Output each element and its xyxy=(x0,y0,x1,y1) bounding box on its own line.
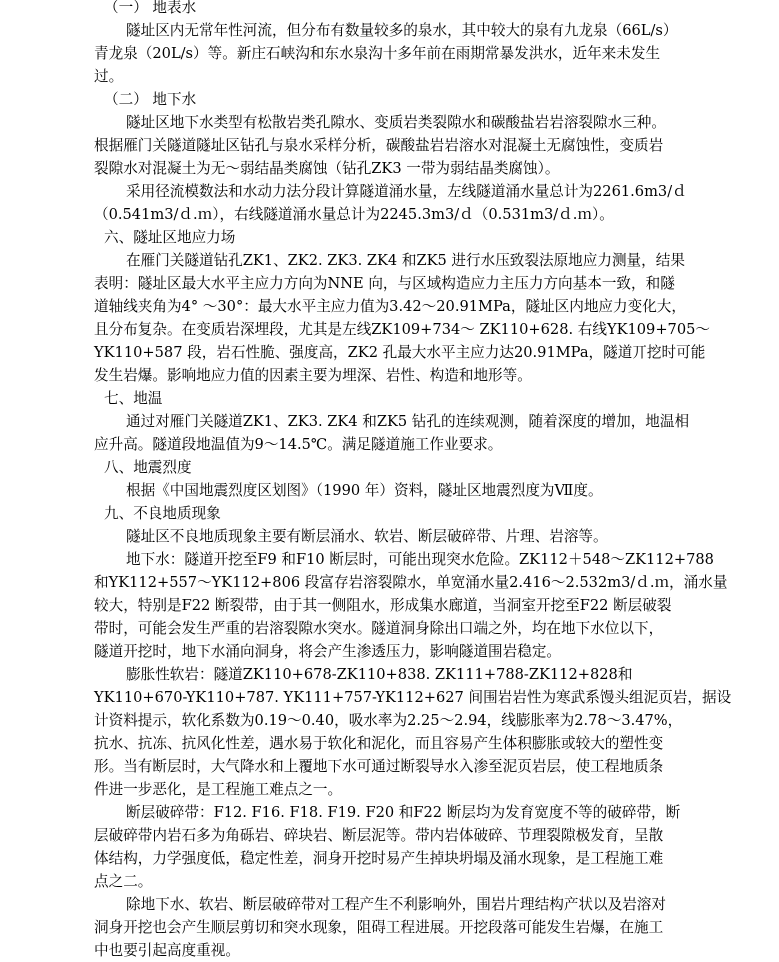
paragraph-line: 通过对雁门关隧道ZK1、ZK3. ZK4 和ZK5 钻孔的连续观测，随着深度的增加，地温相 xyxy=(126,413,690,430)
paragraph-line: 层破碎带内岩石多为角砾岩、碎块岩、断层泥等。带内岩体破碎、节理裂隙极发育，呈散 xyxy=(94,827,664,844)
paragraph-line: 隧址区地下水类型有松散岩类孔隙水、变质岩类裂隙水和碳酸盐岩岩溶裂隙水三种。 xyxy=(126,114,666,131)
paragraph-line: 件进一步恶化，是工程施工难点之一。 xyxy=(94,781,343,798)
paragraph-line: 较大，特别是F22 断裂带，由于其一侧阻水，形成集水廊道，当洞室开挖至F22 断层破裂 xyxy=(94,597,672,614)
heading-groundwater: （二） 地下水 xyxy=(104,91,197,108)
paragraph-line: 地下水：隧道开挖至F9 和F10 断层时，可能出现突水危险。ZK112＋548～ZK112+788 xyxy=(126,551,714,568)
paragraph-line: 洞身开挖也会产生顺层剪切和突水现象，阻碍工程进展。开挖段落可能发生岩爆，在施工 xyxy=(94,919,664,936)
paragraph-line: 根据《中国地震烈度区划图》（1990 年）资料，隧址区地震烈度为Ⅶ度。 xyxy=(126,482,603,499)
heading-ground-stress: 六、隧址区地应力场 xyxy=(104,229,236,246)
paragraph-line: 膨胀性软岩：隧道ZK110+678-ZK110+838. ZK111+788-ZK112+828和 xyxy=(126,666,633,683)
paragraph-line: 带时，可能会发生严重的岩溶裂隙水突水。隧道洞身除出口端之外，均在地下水位以下， xyxy=(94,620,664,637)
paragraph-line: 隧道开挖时，地下水涌向洞身，将会产生渗透压力，影响隧道围岩稳定。 xyxy=(94,643,562,660)
paragraph-line: 青龙泉（20L/s）等。新庄石峡沟和东水泉沟十多年前在雨期常暴发洪水，近年来未发生 xyxy=(94,45,661,62)
paragraph-line: 抗水、抗冻、抗风化性差，遇水易于软化和泥化，而且容易产生体积膨胀或较大的塑性变 xyxy=(94,735,664,752)
paragraph-line: 形。当有断层时，大气降水和上覆地下水可通过断裂导水入渗至泥页岩层，使工程地质条 xyxy=(94,758,664,775)
heading-adverse-geology: 九、不良地质现象 xyxy=(104,505,221,522)
paragraph-line: 除地下水、软岩、断层破碎带对工程产生不利影响外，围岩片理结构产状以及岩溶对 xyxy=(126,896,666,913)
paragraph-line: 采用径流模数法和水动力法分段计算隧道涌水量，左线隧道涌水量总计为2261.6m3/ｄ xyxy=(126,183,687,200)
paragraph-line: 过。 xyxy=(94,68,124,85)
paragraph-line: 在雁门关隧道钻孔ZK1、ZK2. ZK3. ZK4 和ZK5 进行水压致裂法原地应力测量，结果 xyxy=(126,252,685,269)
paragraph-line: （0.541m3/ｄ.ｍ），右线隧道涌水量总计为2245.3m3/ｄ（0.531m3/ｄ.ｍ）。 xyxy=(94,206,614,223)
heading-seismic-intensity: 八、地震烈度 xyxy=(104,459,192,476)
paragraph-line: 断层破碎带：F12. F16. F18. F19. F20 和F22 断层均为发育宽度不等的破碎带，断 xyxy=(126,804,681,821)
paragraph-line: 中也要引起高度重视。 xyxy=(94,942,240,959)
paragraph-line: 隧址区不良地质现象主要有断层涌水、软岩、断层破碎带、片理、岩溶等。 xyxy=(126,528,608,545)
paragraph-line: 体结构，力学强度低，稳定性差，洞身开挖时易产生掉块坍塌及涌水现象，是工程施工难 xyxy=(94,850,664,867)
paragraph-line: 且分布复杂。在变质岩深埋段，尤其是左线ZK109+734～ ZK110+628. 右线YK109+705～ xyxy=(94,321,711,338)
paragraph-line: 表明：隧址区最大水平主应力方向为NNE 向，与区域构造应力主压力方向基本一致，和隧 xyxy=(94,275,675,292)
paragraph-line: 隧址区内无常年性河流，但分布有数量较多的泉水，其中较大的泉有九龙泉（66L/s） xyxy=(126,22,678,39)
paragraph-line: 裂隙水对混凝土为无～弱结晶类腐蚀（钻孔ZK3 一带为弱结晶类腐蚀）。 xyxy=(94,160,560,177)
paragraph-line: YK110+670-YK110+787. YK111+757-YK112+627 间围岩岩性为寒武系馒头组泥页岩，据设 xyxy=(94,689,732,706)
paragraph-line: 应升高。隧道段地温值为9～14.5℃。满足隧道施工作业要求。 xyxy=(94,436,503,453)
paragraph-line: 和YK112+557～YK112+806 段富存岩溶裂隙水，单宽涌水量2.416～2.532m3/ｄ.ｍ，涌水量 xyxy=(94,574,728,591)
paragraph-line: 点之二。 xyxy=(94,873,153,890)
heading-surface-water: （一） 地表水 xyxy=(104,0,197,16)
heading-ground-temperature: 七、地温 xyxy=(104,390,163,407)
paragraph-line: 计资料提示，软化系数为0.19～0.40，吸水率为2.25～2.94，线膨胀率为2.78～3.47%， xyxy=(94,712,683,729)
paragraph-line: 发生岩爆。影响地应力值的因素主要为埋深、岩性、构造和地形等。 xyxy=(94,367,532,384)
paragraph-line: 根据雁门关隧道隧址区钻孔与泉水采样分析，碳酸盐岩岩溶水对混凝土无腐蚀性，变质岩 xyxy=(94,137,664,154)
paragraph-line: YK110+587 段，岩石性脆、强度高，ZK2 孔最大水平主应力达20.91MPa，隧道丌挖时可能 xyxy=(94,344,706,361)
paragraph-line: 道轴线夹角为4° ～30°：最大水平主应力值为3.42～20.91MPa，隧址区内地应力变化大， xyxy=(94,298,686,315)
